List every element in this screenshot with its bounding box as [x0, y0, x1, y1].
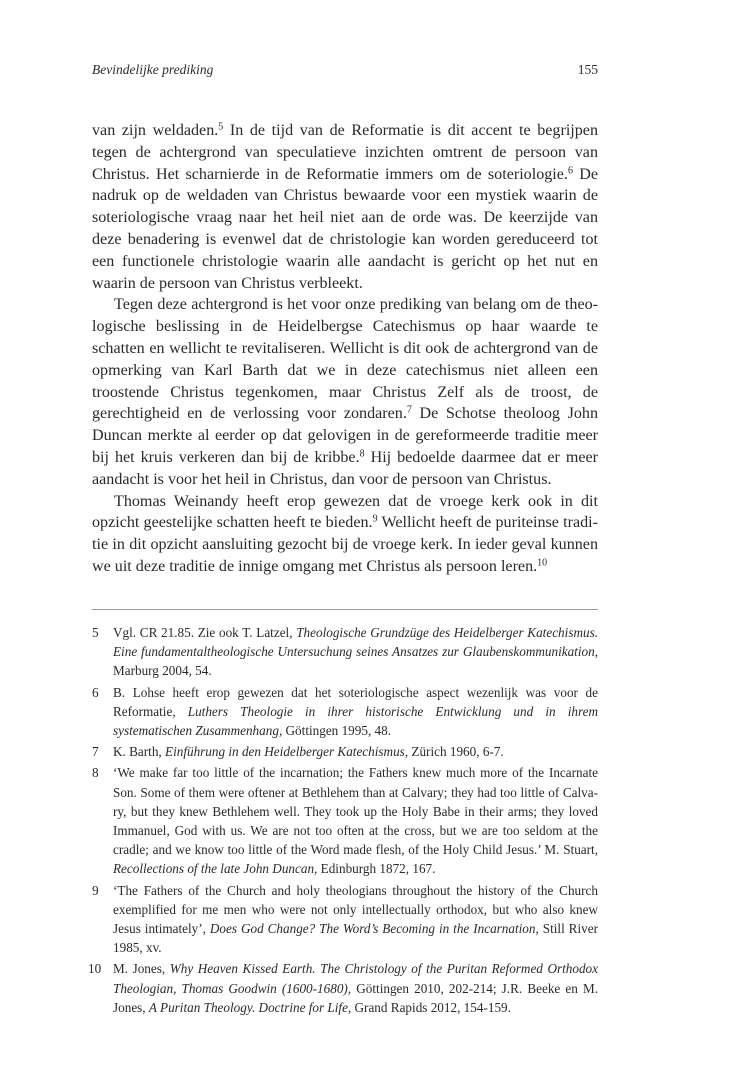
running-head — [92, 62, 598, 82]
footnote — [92, 881, 598, 958]
citation-title: Luthers Theologie in ihrer historische Entwicklung und in ihrem systematischen Zusammenhang — [113, 703, 598, 739]
citation-title: Does God Change? The Word’s Becoming in the Incarnation, — [209, 921, 539, 937]
footnote-ref-7[interactable]: 7 — [406, 404, 412, 416]
text-run: , Marburg 2004, 54. — [113, 644, 598, 679]
footnotes — [88, 623, 598, 1019]
text-run: Still River 1985, xv. — [113, 921, 598, 956]
footnote-number: 7 — [92, 744, 99, 760]
footnote-ref-9[interactable]: 9 — [372, 513, 378, 525]
text-run: Vgl. CR 21.85. Zie ook T. Latzel, — [113, 625, 297, 640]
text-run: , Zürich 1960, 6-7. — [404, 744, 504, 760]
book-page — [88, 0, 599, 1068]
footnote — [88, 959, 598, 1017]
footnote-ref-5[interactable]: 5 — [218, 121, 224, 133]
citation-title: Recollections of the late John Duncan, — [113, 861, 318, 877]
text-run: In de tijd van de Reformatie is dit accent te begrijpen tegen de achtergrond van speculatieve inzichten omtrent de persoon van Christus. Het scharnierde in de Reformatie immers om de soteriologie. — [92, 122, 599, 183]
text-run: , Göttingen 1995, 48. — [278, 723, 392, 739]
citation-title: Why Heaven Kissed Earth. The Christology of the Puritan Reformed Orthodox Theologian, Thomas Goodwin (1600-1680) — [113, 961, 598, 996]
text-run: De Schotse theoloog John Duncan merkte al eerder op dat gelovigen in de gereformeerde traditie meer bij het kruis verkeren dan bij de kribbe. — [92, 405, 598, 466]
footnote-number: 5 — [92, 625, 99, 640]
text-run: Thomas Weinandy heeft erop gewezen dat de vroege kerk ook in dit opzicht geestelijke schatten heeft te bieden. — [92, 492, 598, 532]
footnote-ref-8[interactable]: 8 — [359, 448, 365, 460]
footnote-ref-6[interactable]: 6 — [567, 165, 573, 177]
footnote-number: 9 — [92, 882, 99, 898]
footnote — [92, 623, 598, 681]
citation-title: Theologische Grundzüge des Heidelberger Katechismus. Eine fundamentaltheologische Untersuchung seines Ansatzes zur Glaubenskommunikation — [113, 625, 598, 660]
paragraph — [92, 491, 598, 578]
footnote-ref-10[interactable]: 10 — [537, 557, 548, 569]
running-head-title: Bevindelijke prediking — [92, 62, 214, 77]
text-run: De nadruk op de weldaden van Christus bewaarde voor een mystiek waarin de soteriologische vraag naar het heil niet aan de orde was. De keerzijde van deze benadering is evenwel dat de christologie kan worden gereduceerd tot een functionele christologie waarin alle aandacht is gericht op het nut en waarin de persoon van Christus verbleekt. — [92, 165, 598, 292]
body-text — [92, 120, 598, 578]
footnote-number: 10 — [88, 961, 102, 977]
footnote-separator — [92, 609, 598, 610]
footnote-number: 6 — [92, 684, 99, 700]
footnote — [92, 742, 598, 761]
text-run: ‘The Fathers of the Church and holy theologians throughout the history of the Church exemplified for me men who were not only intellectually orthodox, but who also knew Jesus intimately’, — [113, 882, 598, 937]
footnote-number: 8 — [92, 765, 99, 781]
footnote — [92, 763, 598, 878]
text-run: Wellicht heeft de puriteinse traditie in dit opzicht aansluiting gezocht bij de vroege kerk. In ieder geval kunnen we uit deze traditie de innige omgang met Christus als persoon leren. — [92, 514, 598, 575]
text-run: Tegen deze achtergrond is het voor onze prediking van belang om de theologische beslissing in de Heidelbergse Catechismus op haar waarde te schatten en wellicht te revitaliseren. Wellicht is dit ook de achtergrond van de opmerking van Karl Barth dat we in deze catechismus niet alleen een troostende Christus tegenkomen, maar Christus Zelf als de troost, de gerechtigheid en de verlossing voor zondaren. — [92, 296, 598, 423]
page-number: 155 — [577, 62, 598, 77]
text-run: B. Lohse heeft erop gewezen dat het soteriologische aspect wezenlijk was voor de Reformatie, — [113, 684, 598, 719]
footnote — [92, 683, 598, 741]
citation-title: Einführung in den Heidelberger Katechismus — [165, 744, 405, 760]
text-run: van zijn weldaden. — [92, 122, 219, 139]
text-run: , Grand Rapids 2012, 154-159. — [347, 999, 511, 1015]
paragraph — [92, 294, 598, 490]
text-run: Hij bedoelde daarmee dat er meer aandacht is voor het heil in Christus, dan voor de persoon van Christus. — [92, 448, 598, 488]
text-run: ‘We make far too little of the incarnation; the Fathers knew much more of the Incarnate Son. Some of them were oftener at Bethlehem than at Calvary; they had too little of Calvary, but they knew Bethlehem well. They took up the Holy Babe in their arms; they loved Immanuel, God with us. We are not too often at the cross, but we are too seldom at the cradle; and we know too little of the Word made flesh, of the Holy Child Jesus.’ M. Stuart, — [113, 765, 598, 858]
paragraph — [92, 120, 598, 294]
citation-title: A Puritan Theology. Doctrine for Life — [148, 999, 348, 1015]
text-run: , Göttingen 2010, 202-214; J.R. Beeke en M. Jones, — [113, 980, 598, 1015]
text-run: M. Jones, — [113, 961, 170, 977]
text-run: Edinburgh 1872, 167. — [317, 861, 436, 877]
text-run: K. Barth, — [113, 744, 166, 760]
